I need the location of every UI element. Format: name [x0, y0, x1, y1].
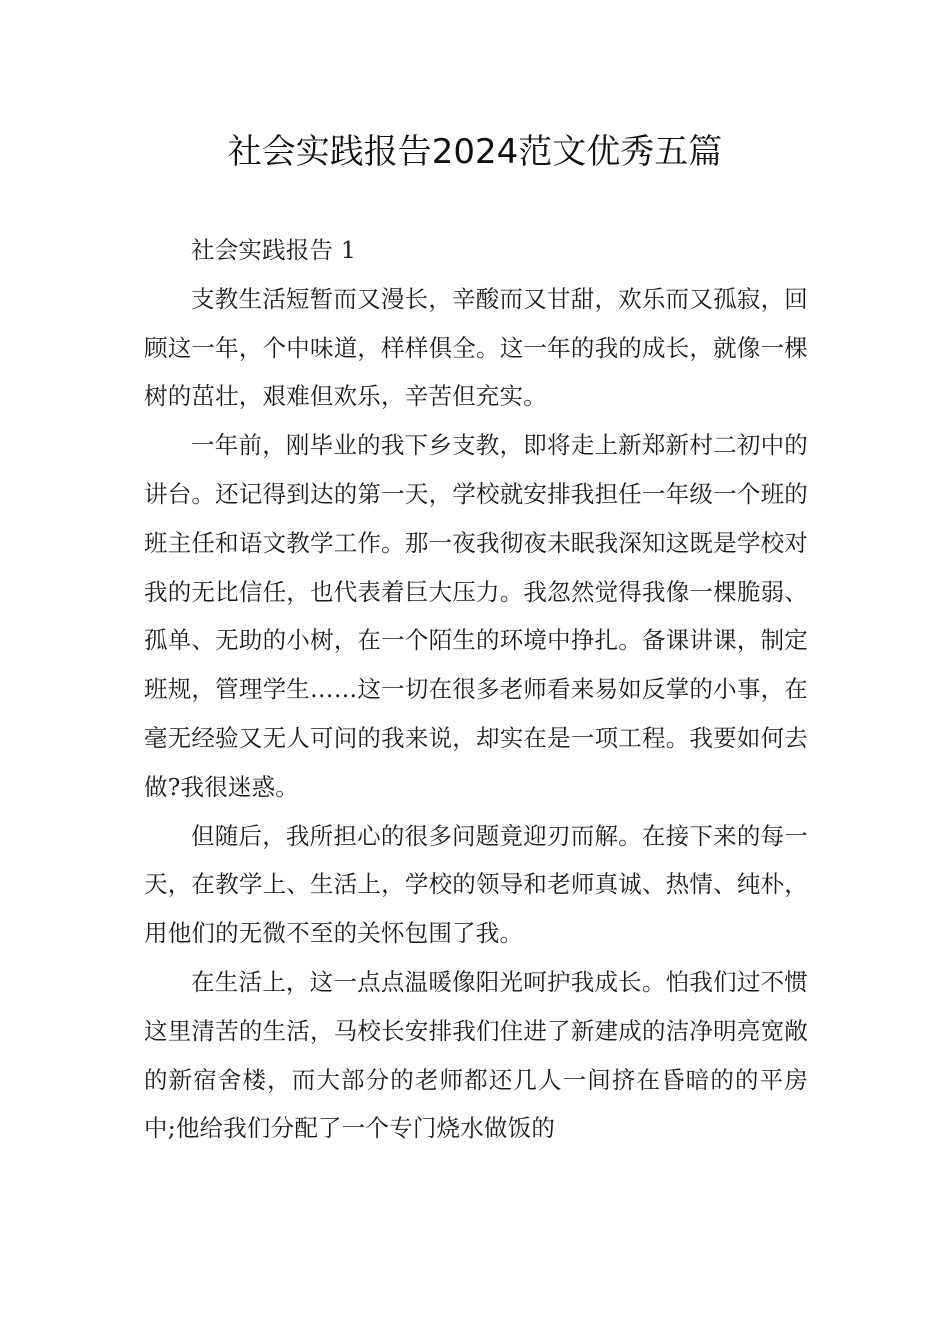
document-body	[144, 226, 808, 1153]
paragraph-4: 在生活上，这一点点温暖像阳光呵护我成长。怕我们过不惯这里清苦的生活，马校长安排我们住进了新建成的洁净明亮宽敞的新宿舍楼，而大部分的老师都还几人一间挤在昏暗的的平房中;他给我们分配了一个专门烧水做饭的	[144, 967, 808, 1143]
paragraph-1: 支教生活短暂而又漫长，辛酸而又甘甜，欢乐而又孤寂，回顾这一年，个中味道，样样俱全。这一年的我的成长，就像一棵树的茁壮，艰难但欢乐，辛苦但充实。	[144, 284, 808, 411]
paragraph-2: 一年前，刚毕业的我下乡支教，即将走上新郑新村二初中的讲台。还记得到达的第一天，学校就安排我担任一年级一个班的班主任和语文教学工作。那一夜我彻夜未眠我深知这既是学校对我的无比信任，也代表着巨大压力。我忽然觉得我像一棵脆弱、孤单、无助的小树，在一个陌生的环境中挣扎。备课讲课，制定班规，管理学生……这一切在很多老师看来易如反掌的小事，在毫无经验又无人可问的我来说，却实在是一项工程。我要如何去做?我很迷惑。	[144, 431, 808, 801]
document-title: 社会实践报告2024范文优秀五篇	[227, 132, 723, 172]
paragraph-3: 但随后，我所担心的很多问题竟迎刃而解。在接下来的每一天，在教学上、生活上，学校的领导和老师真诚、热情、纯朴，用他们的无微不至的关怀包围了我。	[144, 821, 808, 948]
section-heading: 社会实践报告 1	[191, 236, 357, 264]
